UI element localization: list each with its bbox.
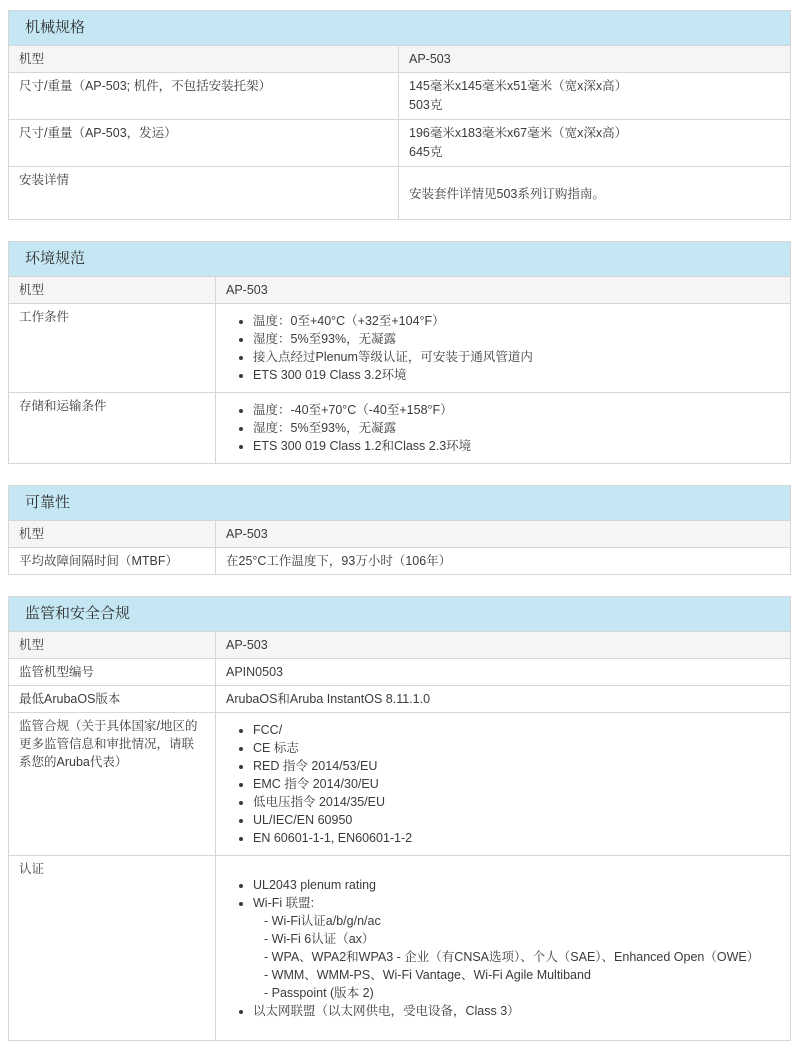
sub-list-item: - WMM、WMM-PS、Wi-Fi Vantage、Wi-Fi Agile Multiband [264,966,780,984]
table-row [9,46,790,72]
list-item: • UL/IEC/EN 60950 [253,811,780,829]
environmental-specs-section [8,241,791,464]
row-label: 监管机型编号 [9,659,216,685]
row-label: 机型 [9,277,216,303]
list-item: • 以太网联盟（以太网供电，受电设备，Class 3） [253,1002,780,1020]
list-item: • 湿度：5%至93%，无凝露 [253,330,780,348]
row-label: 安装详情 [9,167,399,219]
value-line: 503克 [409,98,443,112]
regulatory-compliance-section [8,596,791,1041]
row-label: 最低ArubaOS版本 [9,686,216,712]
row-value [399,73,790,119]
value-line: 145毫米x145毫米x51毫米（宽x深x高） [409,79,628,93]
sub-list-item: - WPA、WPA2和WPA3 - 企业（有CNSA选项）、个人（SAE）、Enhanced Open（OWE） [264,948,780,966]
value-line: 645克 [409,145,443,159]
sub-list-item: - Wi-Fi认证a/b/g/n/ac [264,912,780,930]
row-value [216,713,790,855]
row-label: 认证 [9,856,216,1040]
row-label: 尺寸/重量（AP-503，发运） [9,120,399,166]
table-row [9,685,790,712]
table-row [9,277,790,303]
row-label: 工作条件 [9,304,216,392]
list-item: • EN 60601-1-1, EN60601-1-2 [253,829,780,847]
section-title: 机械规格 [9,11,790,46]
table-row [9,72,790,119]
table-row [9,658,790,685]
section-title: 监管和安全合规 [9,597,790,632]
row-value: AP-503 [226,527,268,541]
sub-list-item: - Wi-Fi 6认证（ax） [264,930,780,948]
row-value: 在25°C工作温度下，93万小时（106年） [226,554,452,568]
row-label: 平均故障间隔时间（MTBF） [9,548,216,574]
table-row [9,521,790,547]
list-item: • 低电压指令 2014/35/EU [253,793,780,811]
list-item [253,894,780,1002]
list-item: • 接入点经过Plenum等级认证，可安装于通风管道内 [253,348,780,366]
table-row [9,712,790,855]
row-value: AP-503 [226,638,268,652]
value-line: 196毫米x183毫米x67毫米（宽x深x高） [409,126,628,140]
list-item: • UL2043 plenum rating [253,876,780,894]
list-item: • ETS 300 019 Class 3.2环境 [253,366,780,384]
reliability-section [8,485,791,575]
table-row [9,166,790,219]
list-item: • RED 指令 2014/53/EU [253,757,780,775]
row-label: 尺寸/重量（AP-503; 机件，不包括安装托架） [9,73,399,119]
bullet-list [226,721,780,847]
row-label: 存储和运输条件 [9,393,216,463]
row-value: AP-503 [409,52,451,66]
list-item: • FCC/ [253,721,780,739]
row-value: ArubaOS和Aruba InstantOS 8.11.1.0 [226,692,431,706]
list-item: • 温度：-40至+70°C（-40至+158°F） [253,401,780,419]
row-value [216,393,790,463]
list-item: • 湿度：5%至93%，无凝露 [253,419,780,437]
list-item: • EMC 指令 2014/30/EU [253,775,780,793]
table-row [9,855,790,1040]
dash-sublist [253,912,780,1002]
sub-list-item: - Passpoint (版本 2) [264,984,780,1002]
bullet-list [226,876,780,1020]
list-item: • 温度：0至+40°C（+32至+104°F） [253,312,780,330]
bullet-list [226,401,780,455]
row-value: APIN0503 [226,665,283,679]
row-label: 机型 [9,521,216,547]
table-row [9,303,790,392]
section-title: 可靠性 [9,486,790,521]
section-title: 环境规范 [9,242,790,277]
table-row [9,119,790,166]
row-label: 监管合规（关于具体国家/地区的更多监管信息和审批情况，请联系您的Aruba代表） [9,713,216,855]
table-row [9,547,790,574]
mechanical-specs-section [8,10,791,220]
bullet-list [226,312,780,384]
row-value: 安装套件详情见503系列订购指南。 [409,187,605,201]
list-item-text: Wi-Fi 联盟: [253,896,315,910]
list-item: • ETS 300 019 Class 1.2和Class 2.3环境 [253,437,780,455]
row-label: 机型 [9,632,216,658]
row-value [216,856,790,1040]
list-item: • CE 标志 [253,739,780,757]
row-label: 机型 [9,46,399,72]
row-value [216,304,790,392]
table-row [9,632,790,658]
row-value: AP-503 [226,283,268,297]
row-value [399,120,790,166]
table-row [9,392,790,463]
